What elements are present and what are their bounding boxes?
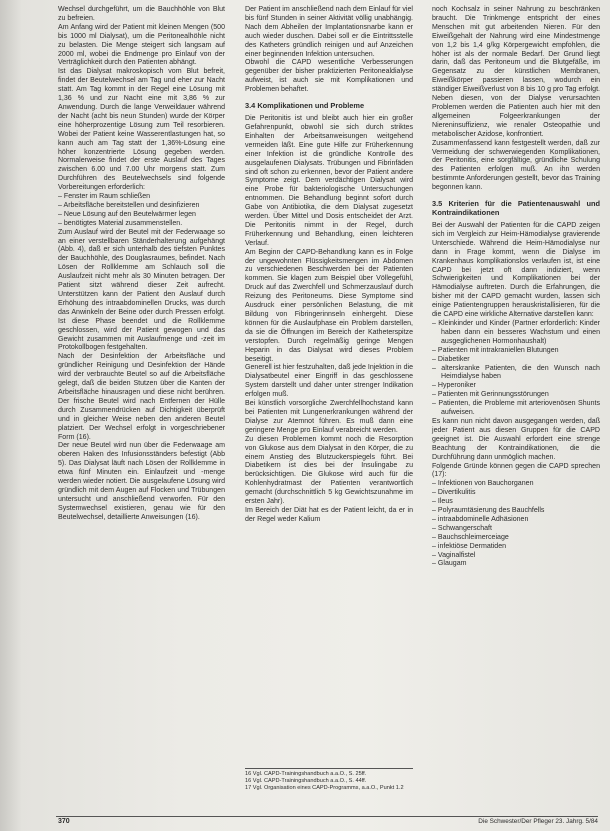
paragraph: Der Patient im anschließend nach dem Einlauf für viel bis fünf Stunden in seiner Aktivität völlig unabhängig. Nach dem Abheilen der Implantationsnarbe kann er auch wieder duschen. Dabei soll er die Eintrittsstelle des Katheters gründlich reinigen und auf Anzeichen einer beginnenden Infektion untersuchen. (245, 6, 413, 58)
list-item: – Patienten, die Probleme mit arteriovenösen Shunts aufweisen. (432, 400, 600, 418)
list-item: – Glaugam (432, 560, 600, 569)
contraindications-list (432, 480, 600, 569)
list-item: – Hyperoniker (432, 382, 600, 391)
list-item: – Patienten mit intrakraniellen Blutungen (432, 347, 600, 356)
paragraph: Nach der Desinfektion der Arbeitsfläche und gründlicher Reinigung und Desinfektion der Hände wird der verbrauchte Beutel so auf die Arbeitsfläche gelegt, daß die beiden Stutzen über die Kanten der Arbeitsfläche hinausragen und diese nicht berühren. Der frische Beutel wird nach Entfernen der Hülle durch Zusammendrücken auf Dichtigkeit überprüft und in gleicher Weise neben den anderen Beutel platziert. Der Wechsel erfolgt in vorgeschriebener Form (16). (58, 353, 225, 441)
paragraph: Die Peritonitis ist und bleibt auch hier ein großer Gefahrenpunkt, obwohl sie sich durch striktes Einhalten der Arbeitsanweisungen weitgehend vermeiden läßt. Eine gute Hilfe zur Früherkennung einer Infektion ist die gründliche Kontrolle des ausgelaufenen Dialysats. Trübungen und Fibrinfäden sind oft schon zu erkennen, bevor der Patient andere Symptome zeigt. Dem verdächtigen Dialysat wird eine Probe für bakteriologische Untersuchungen entnommen. Die Behandlung beginnt sofort durch Gabe von Antibiotika, die dem Dialysat zugesetzt werden. Über Mittel und Dosis entscheidet der Arzt. Die Peritonitis nimmt in der Regel, durch Früherkennung und Behandlung, einen leichteren Verlauf. (245, 115, 413, 247)
list-item: – Diabetiker (432, 356, 600, 365)
paragraph: Bei künstlich vorsorgliche Zwerchfellhochstand kann bei Patienten mit Lungenerkrankungen während der Dialyse zur Atemnot führen. Es muß dann eine geringere Menge pro Einlauf verabreicht werden. (245, 400, 413, 434)
column-2 (245, 6, 413, 525)
list-item: – alterskranke Patienten, die den Wunsch nach Heimdialyse haben (432, 365, 600, 383)
section-heading: 3.5 Kriterien für die Patientenauswahl und Kontraindikationen (432, 199, 600, 218)
patient-groups-list (432, 320, 600, 418)
list-item: – Ileus (432, 498, 600, 507)
column-3 (432, 6, 600, 569)
list-item: – Vaginalfistel (432, 552, 600, 561)
list-item: – Arbeitsfläche bereitstellen und desinfizieren (58, 202, 225, 211)
list-item: – infektiöse Dermatiden (432, 543, 600, 552)
paragraph: Zum Auslauf wird der Beutel mit der Federwaage so an einer verstellbaren Ständerhalterung aufgehängt (Abb. 4), daß er sich unterhalb des tiefsten Punktes der Bauchhöhle, des Douglasraumes, befindet. Nach Lösen der Rollklemme am Schlauch soll die Auslaufzeit nicht mehr als 30 Minuten betragen. Der Patient sitzt während dieser Zeit aufrecht. Unterstützen kann der Patient den Auslauf durch Erhöhung des intraabdominellen Drucks, was durch das Anwinkeln der Beine oder durch Pressen erfolgt. Ist diese Phase beendet und die Rollklemme geschlossen, wird der Patient gewogen und das Gewicht zusammen mit Auslaufmenge und -zeit im Protokollbogen festgehalten. (58, 228, 225, 352)
footnote: 17 Vgl. Organisation eines CAPD-Programms, a.a.O., Punkt 1.2 (245, 785, 404, 792)
paragraph: Generell ist hier festzuhalten, daß jede Injektion in die Dialysatbeutel einer Eingriff in das geschlossene System darstellt und daher unter strenger Indikation erfolgen muß. (245, 364, 413, 399)
column-1 (58, 6, 225, 523)
list-item: – Neue Lösung auf den Beutelwärmer legen (58, 211, 225, 220)
footnotes (245, 768, 413, 793)
paragraph: Der neue Beutel wird nun über die Federwaage am oberen Haken des Infusionsständers befestigt (Abb 5). Das Dialysat läuft nach Lösen der Rollklemme in etwa fünf Minuten ein. Einlaufzeit und -menge werden wieder notiert. Die ausgelaufene Lösung wird gründlich mit dem Augen auf Flocken und Trübungen untersucht und anschließend verworfen. Für den Systemwechsel existieren, genau wie für den Beutelwechsel, detaillierte Anweisungen (16). (58, 442, 225, 521)
section-heading: 3.4 Komplikationen und Probleme (245, 101, 365, 111)
paragraph: noch Kochsalz in seiner Nahrung zu beschränken braucht. Die Trinkmenge entspricht der eines Menschen mit gut arbeitenden Nieren. Für den Eiweißgehalt der Nahrung wird eine Mindestmenge von 1,2 bis 1,4 g/kg Körpergewicht empfohlen, die höher ist als der normale Bedarf. Der Grund liegt darin, daß das Peritoneum und die Blutgefäße, im Gegensatz zu der künstlichen Membranen, Eiweißkörper passieren lassen, wodurch ein ständiger Eiweißverlust von 8 bis 10 g pro Tag erfolgt. Neben diesen, von der Dialyse verursachten Problemen werden die Patienten auch hier mit den allgemeinen Folgeerkrankungen der Niereninsuffizienz, wie renaler Osteopathie und metabolischer Azidose, konfrontiert. (432, 6, 600, 138)
paragraph: Ist das Dialysat makroskopisch vom Blut befreit, findet der Beutelwechsel am Tag und eher zur Nacht statt. Am Tag kommt in der Regel eine Lösung mit 1,36 % und zur Nacht eine mit 3,86 % zur Anwendung. Durch die lange Verweildauer während der Nacht (acht bis neun Stunden) wurde der Körper eine höherprozentige Lösung zum Teil resorbieren. Wobei der Patient keine Wasserentlastungen hat, so kann auch am Tag statt der 1,36%-Lösung eine höher konzentrierte Lösung gegeben werden. Normalerweise findet der erste Auslauf des Tages zwischen 6.00 und 7.00 Uhr morgens statt. Zum Durchführen des Beutelwechsels sind folgende Vorbereitungen erforderlich: (58, 68, 225, 192)
paragraph: Zusammenfassend kann festgestellt werden, daß zur Vermeidung der schwerwiegenden Komplikationen, der Peritonitis, eine sorgfältige, gründliche Schulung des Patienten erfolgen muß. An ihn werden bestimmte Anforderungen gestellt, bevor das Training begonnen kann. (432, 139, 600, 192)
journal-reference: Die Schwester/Der Pfleger 23. Jahrg. 5/84 (478, 818, 598, 825)
paragraph: Am Beginn der CAPD-Behandlung kann es in Folge der ungewohnten Flüssigkeitsmengen im Abdomen zu verschiedenen Beschwerden bei der Patienten kommen. Sie klagen zum Beispiel über Völlegefühl, Druck auf das Zwerchfell und Schmerzauslauf durch Reizung des Peritoneums. Diese Symptome sind Ausdruck einer persönlichen Belastung, die mit Bildung von Fibringerinnseln einhergeht. Diese können für die Auslaufphase ein Problem darstellen, da sie die Öffnungen im Bereich der Katheterspitze verstopfen. Durch regelmäßig geringe Mengen Heparin in das Dialysat wird dieses Problem beseitigt. (245, 248, 413, 363)
list-item: – Schwangerschaft (432, 525, 600, 534)
footer-rule (56, 816, 598, 817)
list-item: – Kleinkinder und Kinder (Partner erforderlich: Kinder haben dann ein besseres Wachstum und einen ausgeglichenen Hormonhaushalt) (432, 320, 600, 347)
list-item: – benötigtes Material zusammenstellen. (58, 220, 225, 229)
paragraph: Folgende Gründe können gegen die CAPD sprechen (17): (432, 462, 600, 479)
paragraph: Am Anfang wird der Patient mit kleinen Mengen (500 bis 1000 ml Dialysat), um die Peritonealhöhle nicht zu belasten. Die Menge steigert sich langsam auf 2000 ml, wobei die Endmenge pro Einlauf von der Verträglichkeit durch den Patienten abhängt. (58, 23, 225, 67)
preparation-list (58, 193, 225, 229)
list-item: – Bauchschleimerceiage (432, 534, 600, 543)
list-item: – Patienten mit Gerinnungsstörungen (432, 391, 600, 400)
paragraph: Im Bereich der Diät hat es der Patient leicht, da er in der Regel weder Kalium (245, 506, 413, 523)
list-item: – Divertikulitis (432, 489, 600, 498)
paragraph: Wechsel durchgeführt, um die Bauchhöhle von Blut zu befreien. (58, 6, 225, 22)
list-item: – Fenster im Raum schließen (58, 193, 225, 202)
list-item: – Infektionen von Bauchorganen (432, 480, 600, 489)
footnote: 16 Vgl. CAPD-Trainingshandbuch a.a.O., S. 25ff. (245, 771, 367, 777)
paragraph: Zu diesen Problemen kommt noch die Resorption von Glukose aus dem Dialysat in den Körper, die zu einem Anstieg des Blutzuckerspiegels führt. Bei Diabetikern ist dies bei der Insulingabe zu berücksichtigen. Die Glukose wird auch für die Kohlenhydratmast der Patienten verantwortlich gemacht (durchschnittlich 5 kg Gewichtszunahme im ersten Jahr). (245, 435, 413, 506)
paragraph: Bei der Auswahl der Patienten für die CAPD zeigen sich im Vergleich zur Heim-Hämodialyse gravierende Unterschiede. Während die Heim-Hämodialyse nur dann in Frage kommt, wenn die Dialyse im Krankenhaus komplikationslos verlaufen ist, ist eine CAPD bei jetzt oft dann indiziert, wenn Schwierigkeiten und Komplikationen bei der Hämodialyse auftreten. Durch die Erfahrungen, die bisher mit der CAPD gemacht wurden, lassen sich einige Patientengruppen herauskristallisieren, für die die CAPD eine wirkliche Alternative darstellen kann: (432, 222, 600, 319)
page-number: 370 (58, 818, 70, 825)
paragraph: Obwohl die CAPD wesentliche Verbesserungen gegenüber der bisher praktizierten Peritonealdialyse aufweist, ist auch sie mit Komplikationen und Problemen behaftet. (245, 59, 413, 94)
list-item: – intraabdominelle Adhäsionen (432, 516, 600, 525)
footnote: 16 Vgl. CAPD-Trainingshandbuch a.a.O., S. 44ff. (245, 778, 367, 785)
paragraph: Es kann nun nicht davon ausgegangen werden, daß jeder Patient aus diesen Gruppen für die CAPD geeignet ist. Die Auswahl erfordert eine strenge Beachtung der Kontraindikationen, die die Durchführung dann unmöglich machen. (432, 417, 600, 461)
scan-shadow (0, 0, 22, 831)
list-item: – Polyraumtäsierung des Bauchfells (432, 507, 600, 516)
